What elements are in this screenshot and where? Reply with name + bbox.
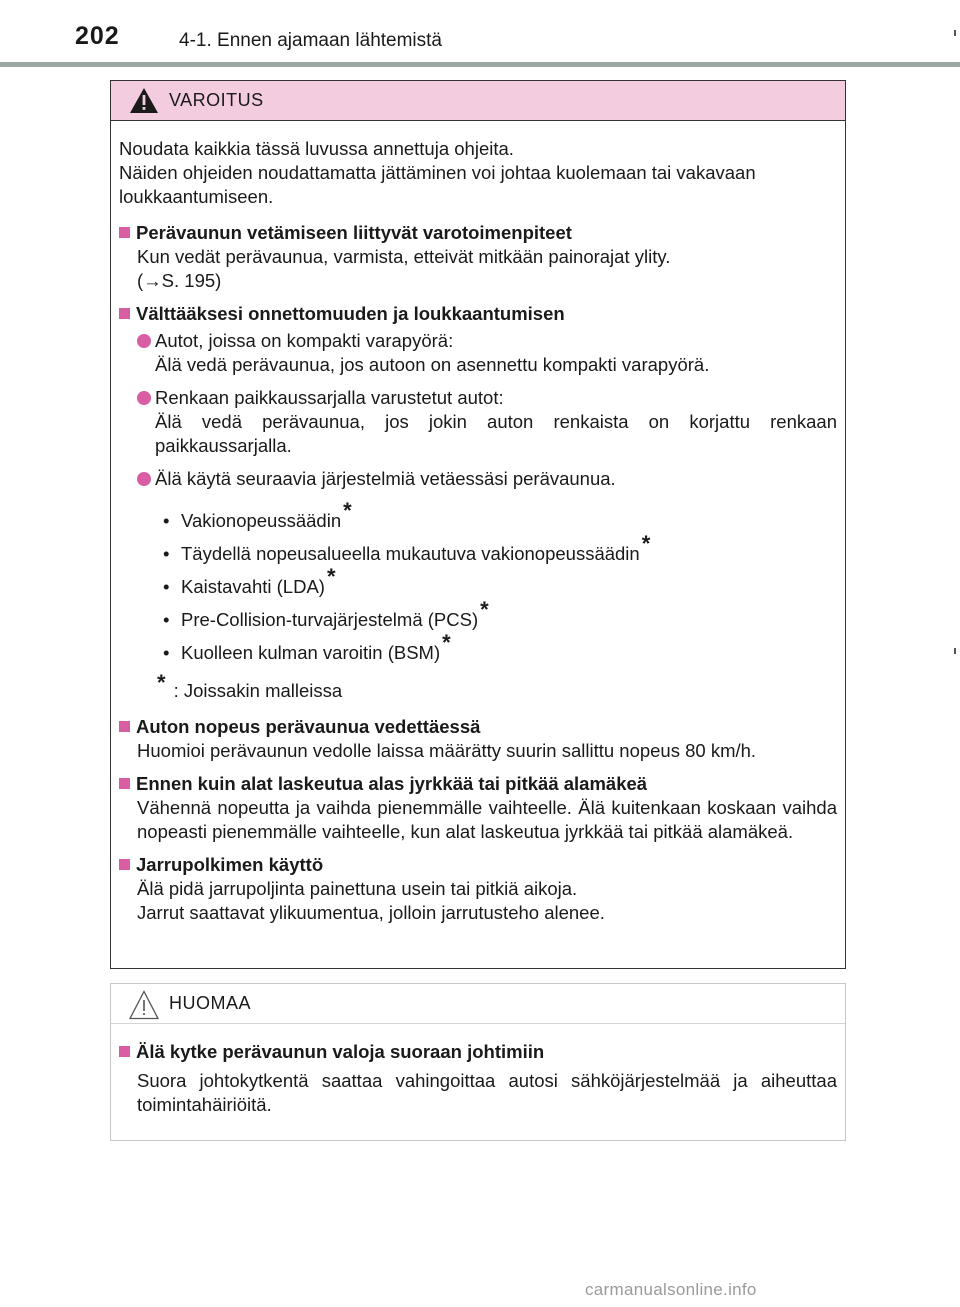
header-rule [0,62,960,67]
warning-triangle-icon [129,87,159,114]
warning-title: VAROITUS [169,90,264,110]
dot-icon: • [163,543,170,564]
dot-icon: • [163,576,170,597]
bullet-line: Renkaan paikkaussarjalla varustetut autot: [155,387,504,408]
section-text: Jarrut saattavat ylikuumentua, jolloin jarrutusteho alenee. [137,902,605,923]
section-avoid-accidents [119,302,837,703]
edge-tick [954,30,956,36]
notice-body [111,1024,845,1117]
warning-header [111,81,845,121]
section-title [119,1040,837,1064]
round-bullet-icon [137,472,151,486]
list-item [119,467,837,491]
square-bullet-icon [119,308,130,319]
section-text: Älä pidä jarrupoljinta painettuna usein tai pitkiä aikoja. [137,878,578,899]
square-bullet-icon [119,859,130,870]
page-header [0,0,960,62]
system-name: Pre-Collision-turvajärjestelmä (PCS) [181,609,479,630]
section-text: Huomioi perävaunun vedolle laissa määrätty suurin sallittu nopeus 80 km/h. [137,740,757,761]
section-brake-pedal [119,853,837,925]
section-title [119,772,837,796]
bullet-line: Älä vedä perävaunua, jos jokin auton renkaista on korjattu renkaan paikkaussarjalla. [155,411,837,456]
list-item [163,500,837,533]
list-item [163,566,837,599]
system-name: Kaistavahti (LDA) [181,576,325,597]
bullet-line: Autot, joissa on kompakti varapyörä: [155,330,454,351]
system-list [119,500,837,665]
system-name: Vakionopeussäädin [181,510,342,531]
list-item [163,632,837,665]
intro-line: Noudata kaikkia tässä luvussa annettuja ohjeita. [119,138,514,159]
dot-icon: • [163,642,170,663]
asterisk-icon: * [641,531,651,556]
notice-header [111,984,845,1024]
asterisk-icon: * [326,564,336,589]
edge-tick [954,648,956,654]
arrow-icon: → [143,270,162,291]
section-text: Suora johtokytkentä saattaa vahingoittaa autosi sähköjärjestelmää ja aiheuttaa toimintahäiriöitä. [137,1070,837,1115]
round-bullet-icon [137,391,151,405]
section-text: Kun vedät perävaunua, varmista, etteivät mitkään painorajat ylity. [137,246,671,267]
section-trailer-lights [119,1040,837,1117]
section-title [119,302,837,326]
notice-box [110,983,846,1141]
section-downhill [119,772,837,844]
bullet-line: Älä vedä perävaunua, jos autoon on asennettu kompakti varapyörä. [155,354,710,375]
section-title [119,221,837,245]
section-speed [119,715,837,763]
chapter-title: 4-1. Ennen ajamaan lähtemistä [179,30,442,51]
page-reference: (→S. 195) [137,270,222,291]
section-towing-precautions [119,221,837,293]
square-bullet-icon [119,778,130,789]
system-name: Täydellä nopeusalueella mukautuva vakionopeussäädin [181,543,640,564]
section-title-text: Perävaunun vetämiseen liittyvät varotoimenpiteet [136,222,572,243]
footnote-text: : Joissakin malleissa [173,680,343,701]
square-bullet-icon [119,721,130,732]
dot-icon: • [163,510,170,531]
section-title-text: Ennen kuin alat laskeutua alas jyrkkää tai pitkää alamäkeä [136,773,648,794]
notice-title: HUOMAA [169,993,252,1013]
intro-line: Näiden ohjeiden noudattamatta jättäminen voi johtaa kuolemaan tai vakavaan loukkaantumiseen. [119,162,756,207]
list-item [119,329,837,377]
section-title-text: Jarrupolkimen käyttö [136,854,324,875]
square-bullet-icon [119,1046,130,1057]
notice-triangle-icon [129,990,159,1020]
warning-box [110,80,846,969]
warning-body [111,121,845,925]
watermark: carmanualsonline.info [585,1280,757,1299]
section-title-text: Auton nopeus perävaunua vedettäessä [136,716,481,737]
page-number: 202 [75,22,120,50]
dot-icon: • [163,609,170,630]
system-name: Kuolleen kulman varoitin (BSM) [181,642,441,663]
asterisk-icon: * [480,597,489,622]
section-title [119,853,837,877]
asterisk-icon: * [442,630,451,655]
section-text: Vähennä nopeutta ja vaihda pienemmälle vaihteelle. Älä kuitenkaan koskaan vaihda nopeasti pienemmälle vaihteelle, kun alat laskeutua jyrkkää tai pitkää alamäkeä. [137,797,837,842]
footnote [119,670,837,703]
section-title [119,715,837,739]
asterisk-icon: * [157,670,166,695]
page-ref-link[interactable]: S. 195 [161,270,216,291]
bullet-line: Älä käytä seuraavia järjestelmiä vetäessäsi perävaunua. [155,468,616,489]
round-bullet-icon [137,334,151,348]
asterisk-icon: * [343,498,352,523]
list-item [119,386,837,458]
list-item [163,533,837,566]
section-title-text: Välttääksesi onnettomuuden ja loukkaantumisen [136,303,565,324]
square-bullet-icon [119,227,130,238]
list-item [163,599,837,632]
section-title-text: Älä kytke perävaunun valoja suoraan johtimiin [136,1041,545,1062]
